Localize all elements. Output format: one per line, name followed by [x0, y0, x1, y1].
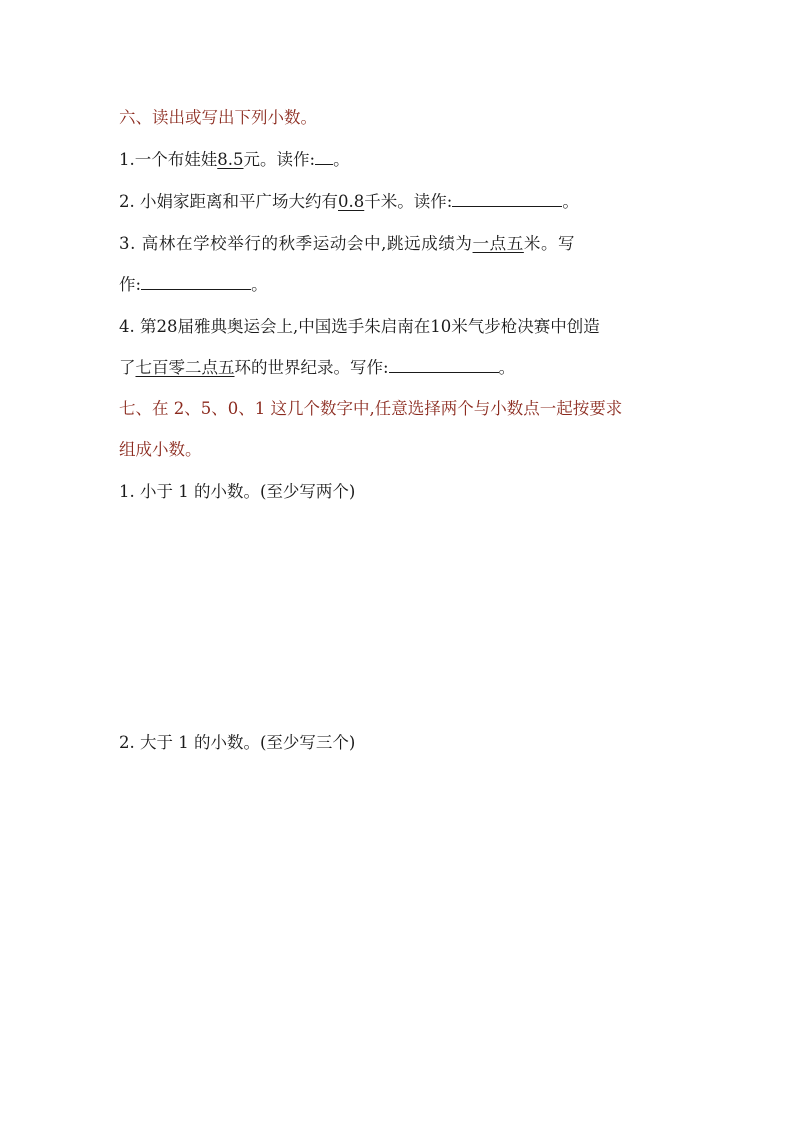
question-text: 2. 小娟家距离和平广场大约有 — [119, 192, 338, 211]
underlined-value: 七百零二点五 — [135, 358, 235, 377]
question-text: 环的世界纪录。写作: — [234, 358, 389, 377]
question-text: 元。读作: — [243, 150, 316, 169]
answer-blank[interactable] — [141, 275, 251, 290]
question-text: 了 — [119, 358, 136, 377]
question-text: 1.一个布娃娃 — [119, 150, 218, 169]
question-7-1: 1. 小于 1 的小数。(至少写两个) — [119, 482, 356, 501]
question-text: 3. 高林在学校举行的秋季运动会中,跳远成绩为 — [119, 234, 473, 253]
question-text: 作: — [119, 275, 142, 294]
answer-blank[interactable] — [452, 192, 562, 207]
question-6-4-line2 — [119, 358, 515, 378]
answer-area-7-2[interactable] — [119, 762, 679, 1062]
section-six-heading: 六、读出或写出下列小数。 — [119, 108, 317, 127]
answer-blank[interactable] — [315, 150, 333, 165]
question-6-2 — [119, 192, 579, 212]
section-seven-heading: 七、在 2、5、0、1 这几个数字中,任意选择两个与小数点一起按要求 — [119, 399, 623, 418]
question-text: 千米。读作: — [364, 192, 453, 211]
section-seven-heading-line2: 组成小数。 — [119, 440, 202, 459]
answer-area-7-1[interactable] — [119, 510, 679, 720]
question-6-3 — [119, 234, 575, 254]
period: 。 — [498, 358, 516, 377]
question-text: 米。写 — [523, 234, 576, 253]
question-6-1 — [119, 150, 350, 170]
period: 。 — [251, 275, 268, 294]
underlined-value: 一点五 — [472, 234, 524, 253]
question-6-4: 4. 第28届雅典奥运会上,中国选手朱启南在10米气步枪决赛中创造 — [119, 317, 600, 336]
period: 。 — [333, 150, 350, 169]
question-7-2: 2. 大于 1 的小数。(至少写三个) — [119, 733, 356, 752]
answer-blank[interactable] — [389, 358, 499, 373]
underlined-value: 0.8 — [338, 192, 365, 211]
underlined-value: 8.5 — [217, 150, 244, 169]
period: 。 — [562, 192, 579, 211]
question-6-3-line2 — [119, 275, 268, 295]
